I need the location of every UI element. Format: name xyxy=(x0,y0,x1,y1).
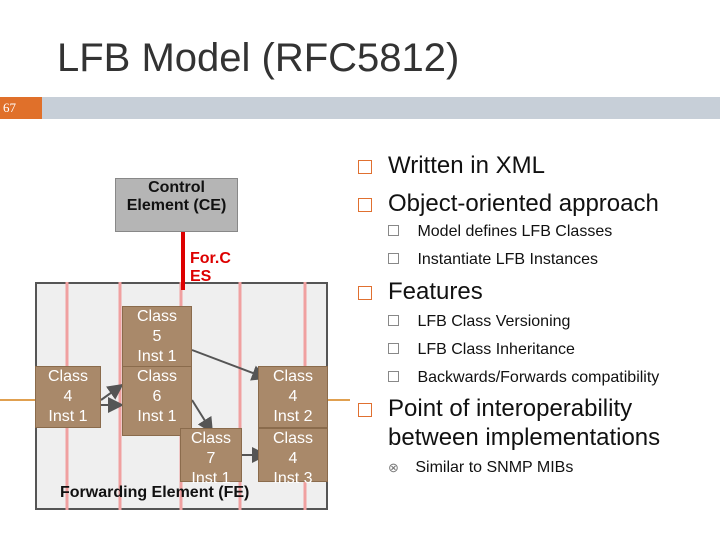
bullet-text: Written in XML xyxy=(388,152,545,179)
bullet-item xyxy=(358,189,659,218)
lfb-class7-inst1 xyxy=(180,428,242,487)
sub-bullet-text: LFB Class Versioning xyxy=(417,313,571,330)
lfb-line: Inst 1 xyxy=(137,408,177,425)
lfb-line: Class xyxy=(136,368,177,385)
bullet-text: Point of interoperability between implementations xyxy=(388,395,661,451)
sub-bullet-text: Similar to SNMP MIBs xyxy=(415,459,574,476)
lfb-line: 4 xyxy=(63,388,73,405)
lfb-line: 7 xyxy=(206,450,216,467)
sub-bullet-text: LFB Class Inheritance xyxy=(417,341,575,358)
sub-bullet-item xyxy=(388,340,575,359)
sub-bullet-text: Backwards/Forwards compatibility xyxy=(417,369,660,386)
sub-bullet-item xyxy=(388,368,659,387)
sub-bullet-marker xyxy=(388,371,399,382)
slide-title: LFB Model (RFC5812) xyxy=(57,36,460,80)
lfb-line: Class xyxy=(272,368,313,385)
bullet-item xyxy=(358,277,483,306)
control-element-box xyxy=(115,178,238,232)
sub-bullet-text: Model defines LFB Classes xyxy=(417,223,613,240)
lfb-line: 5 xyxy=(152,328,162,345)
control-element-label: Control Element (CE) xyxy=(126,179,227,214)
lfb-class4-inst2 xyxy=(258,366,328,428)
lfb-line: Inst 2 xyxy=(273,408,313,425)
bullet-marker xyxy=(358,198,372,212)
sub-bullet-marker: ⊗ xyxy=(388,460,399,475)
sub-bullet-text: Instantiate LFB Instances xyxy=(417,251,598,268)
lfb-class4-inst1 xyxy=(35,366,101,428)
lfb-line: 6 xyxy=(152,388,162,405)
page-number: 67 xyxy=(0,97,42,119)
lfb-line: Inst 1 xyxy=(191,470,231,487)
sub-bullet-item xyxy=(388,222,612,241)
sub-bullet-marker xyxy=(388,253,399,264)
lfb-line: Class xyxy=(272,430,313,447)
lfb-line: Inst 3 xyxy=(273,470,313,487)
lfb-line: Class xyxy=(47,368,88,385)
sub-bullet-item xyxy=(388,250,598,269)
lfb-line: Inst 1 xyxy=(48,408,88,425)
forces-label: For.C ES xyxy=(190,250,231,285)
sub-bullet-marker xyxy=(388,225,399,236)
bullet-text: Features xyxy=(388,278,483,305)
bullet-item xyxy=(358,151,545,180)
bullet-marker xyxy=(358,160,372,174)
flow-arrow-3 xyxy=(192,350,266,378)
lfb-class4-inst3 xyxy=(258,428,328,487)
lfb-line: 4 xyxy=(288,450,298,467)
lfb-line: Class xyxy=(190,430,231,447)
lfb-line: Inst 1 xyxy=(137,348,177,365)
bullet-marker xyxy=(358,286,372,300)
lfb-line: 4 xyxy=(288,388,298,405)
sub-bullet-item xyxy=(388,458,573,477)
sub-bullet-marker xyxy=(388,343,399,354)
bullet-item xyxy=(358,394,698,452)
forwarding-element-label: Forwarding Element (FE) xyxy=(60,484,250,501)
sub-bullet-marker xyxy=(388,315,399,326)
lfb-class6-inst1 xyxy=(122,366,192,436)
sub-bullet-item xyxy=(388,312,570,331)
bullet-text: Object-oriented approach xyxy=(388,190,659,217)
bullet-marker xyxy=(358,403,372,417)
lfb-line: Class xyxy=(136,308,177,325)
